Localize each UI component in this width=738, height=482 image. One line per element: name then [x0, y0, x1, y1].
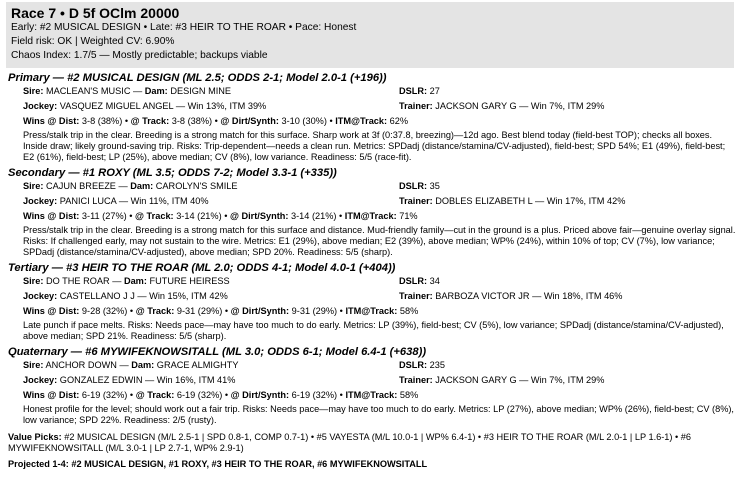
- primary-pick: [8, 72, 733, 163]
- value-picks-label: Value Picks:: [8, 432, 62, 442]
- dslr-value: 34: [429, 276, 440, 286]
- at-track-value: 6-19 (32%): [176, 390, 223, 400]
- wins-dist-value: 3-8 (38%): [81, 116, 123, 126]
- wins-stats-row: Wins @ Dist: 9-28 (32%) • @ Track: 9-31 (29%) • @ Dirt/Synth: 9-31 (29%) • ITM@Track: 58%: [23, 306, 419, 316]
- sire-label: Sire:: [23, 86, 44, 96]
- at-track-value: 9-31 (29%): [176, 306, 223, 316]
- wins-dist-value: 9-28 (32%): [81, 306, 128, 316]
- early-late-pace-line: Early: #2 MUSICAL DESIGN • Late: #3 HEIR TO THE ROAR • Pace: Honest: [11, 22, 357, 33]
- quaternary-pick: [8, 346, 733, 426]
- trainer-value: JACKSON GARY G — Win 7%, ITM 29%: [435, 101, 605, 111]
- breeding-row: Sire: CAJUN BREEZE — Dam: CAROLYN'S SMILE DSLR: 35: [23, 181, 440, 191]
- race-header: [6, 2, 734, 68]
- projected-text: #2 MUSICAL DESIGN, #1 ROXY, #3 HEIR TO THE ROAR, #6 MYWIFEKNOWSITALL: [71, 459, 428, 469]
- wins-stats-row: Wins @ Dist: 3-11 (27%) • @ Track: 3-14 (21%) • @ Dirt/Synth: 3-14 (21%) • ITM@Track: 71%: [23, 211, 418, 221]
- dam-label: Dam:: [130, 181, 154, 191]
- itm-track-value: 71%: [399, 211, 418, 221]
- sire-value: MACLEAN'S MUSIC: [46, 86, 131, 96]
- dam-value: FUTURE HEIRESS: [149, 276, 230, 286]
- jockey-value: VASQUEZ MIGUEL ANGEL — Win 13%, ITM 39%: [59, 101, 267, 111]
- pick-narrative: Honest profile for the level; should work out a fair trip. Risks: Needs pace—may have too much to do early. Metrics: LP (27%), above median; WP% (26%), field-best; CV (8%), low variance; SPD 22%. Readiness: 2/5 (rusty).: [23, 404, 734, 425]
- itm-track-value: 58%: [399, 390, 419, 400]
- at-track-label: @ Track:: [135, 306, 175, 316]
- itm-track-label: ITM@Track:: [344, 211, 397, 221]
- wins-dist-label: Wins @ Dist:: [23, 116, 80, 126]
- value-picks-text: #2 MUSICAL DESIGN (M/L 2.5-1 | SPD 0.8-1, COMP 0.7-1) • #5 VAYESTA (M/L 10.0-1 | WP% 6.4-1) • #3 HEIR TO THE ROAR (M/L 2.0-1 | LP 1.6-1) • #6 MYWIFEKNOWSITALL (M/L 3.0-1 | LP 2.7-1, WP% 2.9-1): [8, 432, 692, 453]
- breeding-row: Sire: MACLEAN'S MUSIC — Dam: DESIGN MINE DSLR: 27: [23, 86, 440, 96]
- wins-dist-label: Wins @ Dist:: [23, 306, 80, 316]
- wins-stats-row: Wins @ Dist: 3-8 (38%) • @ Track: 3-8 (38%) • @ Dirt/Synth: 3-10 (30%) • ITM@Track: 62%: [23, 116, 409, 126]
- wins-dist-label: Wins @ Dist:: [23, 211, 80, 221]
- jockey-value: CASTELLANO J J — Win 15%, ITM 42%: [59, 291, 228, 301]
- projected-label: Projected 1-4:: [8, 459, 69, 469]
- itm-track-label: ITM@Track:: [335, 116, 388, 126]
- trainer-label: Trainer:: [399, 196, 433, 206]
- wins-stats-row: Wins @ Dist: 6-19 (32%) • @ Track: 6-19 (32%) • @ Dirt/Synth: 6-19 (32%) • ITM@Track: 58%: [23, 390, 419, 400]
- secondary-pick: [8, 167, 736, 258]
- trainer-value: BARBOZA VICTOR JR — Win 18%, ITM 46%: [435, 291, 623, 301]
- at-track-label: @ Track:: [135, 211, 174, 221]
- trainer-value: DOBLES ELIZABETH L — Win 17%, ITM 42%: [435, 196, 626, 206]
- trainer-label: Trainer:: [399, 101, 433, 111]
- itm-track-value: 62%: [389, 116, 409, 126]
- sire-label: Sire:: [23, 360, 44, 370]
- dam-label: Dam:: [131, 360, 155, 370]
- jockey-value: PANICI LUCA — Win 11%, ITM 40%: [59, 196, 209, 206]
- pick-narrative: Press/stalk trip in the clear. Breeding is a strong match for this surface. Sharp work at 3f (0:37.8, breezing)—12d ago. Best blend today (field-best TOP); checks all boxes. Inside draw; likely ground-saving trip. Risks: Trip-dependent—needs a clean run. Metrics: SPDadj (distance/stamina/CV-adjusted), field-best; SPD 54%; E1 (49%), field-best; E2 (61%), field-best; LP (25%), above median; CV (8%), low variance. Readiness: 5/5 (race-fit).: [23, 130, 726, 162]
- trainer-label: Trainer:: [399, 291, 433, 301]
- connections-row: [23, 289, 733, 304]
- jockey-label: Jockey:: [23, 375, 58, 385]
- itm-track-label: ITM@Track:: [345, 306, 398, 316]
- jockey-label: Jockey:: [23, 291, 58, 301]
- at-dirt-label: @ Dirt/Synth:: [230, 390, 290, 400]
- at-dirt-value: 3-10 (30%): [281, 116, 327, 126]
- dslr-label: DSLR:: [399, 181, 428, 191]
- sire-label: Sire:: [23, 181, 44, 191]
- at-track-label: @ Track:: [130, 116, 170, 126]
- pick-narrative: Late punch if pace melts. Risks: Needs pace—may have too much to do early. Metrics: LP (39%), field-best; CV (5%), low variance; SPDadj (distance/stamina/CV-adjusted), above median; SPD 21%. Readiness: 5/5 (sharp).: [23, 320, 724, 341]
- pick-title: Secondary — #1 ROXY (ML 3.5; ODDS 7-2; Model 3.3-1 (+335)): [8, 167, 337, 179]
- pick-title: Quaternary — #6 MYWIFEKNOWSITALL (ML 3.0; ODDS 6-1; Model 6.4-1 (+638)): [8, 346, 427, 358]
- dslr-label: DSLR:: [399, 360, 428, 370]
- projected-line: [8, 458, 733, 470]
- connections-row: [23, 373, 733, 388]
- itm-track-label: ITM@Track:: [345, 390, 398, 400]
- at-dirt-label: @ Dirt/Synth:: [230, 306, 290, 316]
- wins-dist-value: 3-11 (27%): [81, 211, 127, 221]
- dam-value: GRACE ALMIGHTY: [156, 360, 239, 370]
- wins-dist-label: Wins @ Dist:: [23, 390, 80, 400]
- pick-narrative: Press/stalk trip in the clear. Breeding is a strong match for this surface and distance. Mud-friendly family—cut in the ground is a plus. Priced above fair—genuine overlay signal. Risks: If challenged early, may not sustain to the wire. Metrics: E1 (29%), above median; E2 (39%), above median; WP% (24%), within 10% of top; CV (7%), low variance; SPDadj (distance/stamina/CV-adjusted), above median; SPD 20%. Readiness: 5/5 (sharp).: [23, 225, 736, 257]
- connections-row: [23, 99, 733, 114]
- dam-label: Dam:: [123, 276, 147, 286]
- sire-value: DO THE ROAR: [46, 276, 110, 286]
- dslr-label: DSLR:: [399, 276, 428, 286]
- dslr-value: 35: [429, 181, 440, 191]
- at-dirt-value: 6-19 (32%): [291, 390, 338, 400]
- report-footer: [8, 432, 733, 470]
- jockey-label: Jockey:: [23, 196, 58, 206]
- at-track-label: @ Track:: [135, 390, 175, 400]
- value-picks-line: [8, 432, 728, 454]
- chaos-index-line: Chaos Index: 1.7/5 — Mostly predictable; backups viable: [11, 50, 268, 61]
- pick-title: Primary — #2 MUSICAL DESIGN (ML 2.5; ODDS 2-1; Model 2.0-1 (+196)): [8, 72, 387, 84]
- sire-value: ANCHOR DOWN: [45, 360, 117, 370]
- trainer-label: Trainer:: [399, 375, 433, 385]
- dam-value: DESIGN MINE: [170, 86, 232, 96]
- dslr-value: 235: [429, 360, 445, 370]
- at-dirt-label: @ Dirt/Synth:: [229, 211, 289, 221]
- jockey-label: Jockey:: [23, 101, 58, 111]
- race-title: Race 7 • D 5f OClm 20000: [11, 5, 180, 21]
- trainer-value: JACKSON GARY G — Win 7%, ITM 29%: [435, 375, 605, 385]
- breeding-row: Sire: DO THE ROAR — Dam: FUTURE HEIRESS DSLR: 34: [23, 276, 440, 286]
- at-track-value: 3-8 (38%): [171, 116, 213, 126]
- dslr-value: 27: [429, 86, 440, 96]
- breeding-row: Sire: ANCHOR DOWN — Dam: GRACE ALMIGHTY DSLR: 235: [23, 360, 445, 370]
- itm-track-value: 58%: [399, 306, 419, 316]
- connections-row: [23, 194, 733, 209]
- at-dirt-label: @ Dirt/Synth:: [220, 116, 279, 126]
- at-track-value: 3-14 (21%): [176, 211, 222, 221]
- pick-title: Tertiary — #3 HEIR TO THE ROAR (ML 2.0; ODDS 4-1; Model 4.0-1 (+404)): [8, 262, 396, 274]
- dslr-label: DSLR:: [399, 86, 428, 96]
- at-dirt-value: 9-31 (29%): [291, 306, 338, 316]
- wins-dist-value: 6-19 (32%): [81, 390, 128, 400]
- sire-label: Sire:: [23, 276, 44, 286]
- jockey-value: GONZALEZ EDWIN — Win 16%, ITM 41%: [59, 375, 236, 385]
- tertiary-pick: [8, 262, 733, 342]
- at-dirt-value: 3-14 (21%): [291, 211, 337, 221]
- sire-value: CAJUN BREEZE: [46, 181, 116, 191]
- dam-label: Dam:: [144, 86, 168, 96]
- field-risk-line: Field risk: OK | Weighted CV: 6.90%: [11, 36, 175, 47]
- dam-value: CAROLYN'S SMILE: [155, 181, 238, 191]
